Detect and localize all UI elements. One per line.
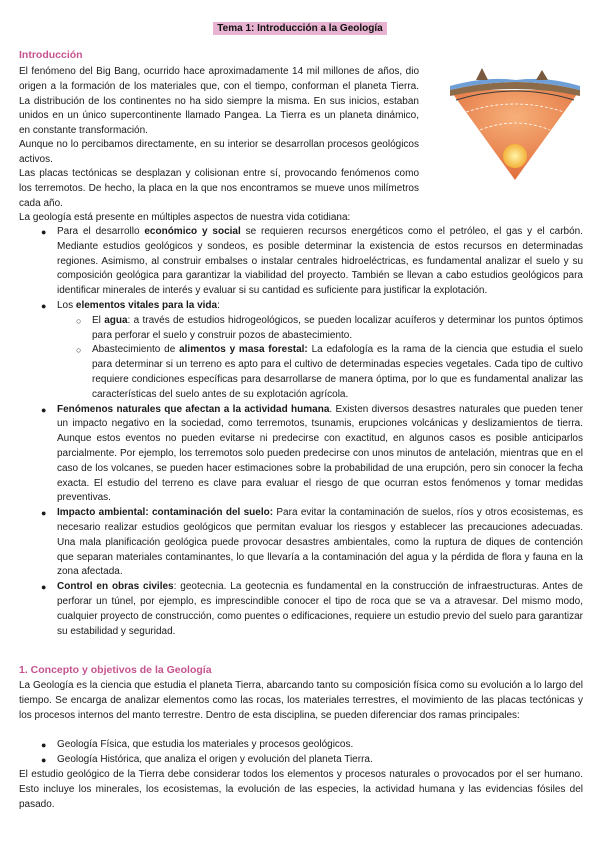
list-item bbox=[41, 403, 583, 507]
section1-list bbox=[41, 738, 583, 768]
section1-paragraph-2: El estudio geológico de la Tierra debe considerar todos los elementos y procesos naturales o provocados por el ser humano. Esto incluye los minerales, los ecosistemas, la evolución de las especies, la actividad humana y las evidencias fósiles del pasado. bbox=[19, 769, 583, 810]
list-item bbox=[41, 738, 583, 753]
list-item-text: : geotecnia. La geotecnia es fundamental en la construcción de infraestructuras. Antes de perforar un túnel, por ejemplo, es imprescindible conocer el tipo de roca que se va a atravesar. Del mismo modo, cualquier proyecto de construcción, como puentes o edificaciones, requiere un estudio previo del suelo para garantizar su estabilidad y seguridad. bbox=[57, 581, 583, 637]
bullet-dot-icon: ● bbox=[41, 582, 47, 593]
bullet-dot-icon: ● bbox=[41, 300, 47, 311]
list-item-bold: elementos vitales para la vida bbox=[75, 299, 218, 311]
list-item-bold: Control en obras civiles bbox=[57, 581, 174, 593]
intro-heading: Introducción bbox=[19, 49, 83, 61]
intro-paragraph-3: Las placas tectónicas se desplazan y colisionan entre sí, provocando fenómenos como los terremotos. De hecho, la placa en la que nos encontramos se mueve unos milímetros cada año. bbox=[19, 168, 419, 209]
list-item-text: Geología Histórica, que analiza el origen y evolución del planeta Tierra. bbox=[57, 753, 373, 765]
list-item bbox=[41, 299, 583, 314]
title-wrap bbox=[0, 18, 600, 36]
list-item-text: : bbox=[217, 299, 220, 311]
bullet-dot-icon: ● bbox=[41, 754, 47, 765]
bullet-dot-icon: ● bbox=[41, 227, 47, 237]
section1-heading: 1. Concepto y objetivos de la Geología bbox=[19, 664, 212, 676]
intro-paragraph-2: Aunque no lo percibamos directamente, en su interior se desarrollan procesos geológicos activos. bbox=[19, 139, 419, 165]
list-item-bold: agua bbox=[104, 314, 128, 326]
bullet-dot-icon: ● bbox=[41, 740, 47, 750]
sub-list-item bbox=[76, 314, 583, 344]
section1-paragraph-1: La Geología es la ciencia que estudia el planeta Tierra, abarcando tanto su composición física como su evolución a lo largo del tiempo. Se encarga de analizar elementos como las rocas, los materiales terrestres, el movimiento de las placas tectónicas y los procesos internos del manto terrestre. Dentro de esta disciplina, se pueden diferenciar dos ramas principales: bbox=[19, 680, 583, 721]
svg-text:·: · bbox=[484, 64, 486, 69]
list-item bbox=[41, 580, 583, 639]
list-item bbox=[41, 506, 583, 580]
sub-bullet-list bbox=[57, 314, 583, 403]
list-item bbox=[41, 225, 583, 299]
intro-paragraph-4: La geología está presente en múltiples aspectos de nuestra vida cotidiana: bbox=[19, 212, 351, 223]
bullet-circle-icon: ○ bbox=[76, 315, 82, 326]
page-title: Tema 1: Introducción a la Geología bbox=[213, 22, 386, 35]
list-item-text: Abastecimiento de bbox=[92, 344, 180, 356]
list-item-bold: alimentos y masa forestal: bbox=[179, 344, 308, 356]
list-item-text: Para evitar la contaminación de suelos, ríos y otros ecosistemas, es necesario realizar estudios geológicos que permitan evaluar los riesgos y establecer las precauciones adecuadas. Una mala planificación geológica puede provocar desastres ambientales, como la ruptura de diques de contención que separan materiales contaminantes, lo que llevaría a la contaminación del agua y la pérdida de flora y fauna en la zona afectada. bbox=[57, 507, 583, 578]
list-item-text: Geología Física, que estudia los materiales y procesos geológicos. bbox=[57, 739, 354, 750]
list-item-text: El bbox=[92, 314, 105, 326]
list-item-text: . Existen diversos desastres naturales que pueden tener un impacto negativo en la sociedad, como terremotos, tsunamis, erupciones volcánicas y deslizamientos de tierra. Aunque estos eventos no pueden evitarse ni predecirse con exactitud, en algunos casos es posible anticiparlos parcialmente. Por ejemplo, los terremotos solo pueden predecirse con unos minutos de antelación, mientras que en el caso de los volcanes, se pueden hacer estimaciones sobre la probabilidad de una erupción, pero sin conocer la fecha exacta. El estudio del terreno es clave para evaluar el riesgo de que ocurran estos fenómenos y tomar medidas preventivas. bbox=[57, 403, 583, 504]
list-item bbox=[41, 753, 583, 768]
list-item-text: se requieren recursos energéticos como el petróleo, el gas y el carbón. Mediante estudios geológicos y sondeos, es posible determinar la existencia de estos recursos en determinadas regiones. Asimismo, al construir embalses o instalar centrales hidroeléctricas, es fundamental analizar el suelo y su composición geológica para garantizar la viabilidad del proyecto. También se llevan a cabo estudios geológicos para identificar minerales de interés y evaluar si su cantidad es suficiente para justificar la explotación. bbox=[57, 226, 583, 297]
bullet-circle-icon: ○ bbox=[76, 345, 82, 356]
earth-cross-section-illustration-icon bbox=[446, 60, 584, 182]
bullet-list bbox=[41, 225, 583, 639]
list-item-text: La edafología es la rama de la ciencia que estudia el suelo para determinar si un terreno es apto para el cultivo de determinadas especies vegetales. Cada tipo de cultivo requiere condiciones específicas para desarrollarse de manera óptima, por lo que es fundamental analizar las características del suelo antes de su explotación agrícola. bbox=[92, 344, 583, 400]
intro-paragraph-1: El fenómeno del Big Bang, ocurrido hace aproximadamente 14 mil millones de años, dio origen a la formación de los materiales que, con el tiempo, conforman el planeta Tierra. La distribución de los continentes no ha sido siempre la misma. En sus inicios, estaban unidos en un único supercontinente llamado Pangea. La Tierra es un planeta dinámico, en constante transformación. bbox=[19, 66, 419, 137]
list-item-bold: económico y social bbox=[144, 226, 241, 237]
list-item-bold: Fenómenos naturales que afectan a la actividad humana bbox=[57, 403, 330, 415]
bullet-dot-icon: ● bbox=[41, 508, 47, 519]
list-item-text: : a través de estudios hidrogeológicos, se pueden localizar acuíferos y determinar los puntos óptimos para perforar el suelo y construir pozos de abastecimiento. bbox=[92, 314, 583, 341]
bullet-dot-icon: ● bbox=[41, 404, 47, 415]
sub-list-item bbox=[76, 343, 583, 402]
list-item-bold: Impacto ambiental: contaminación del suelo: bbox=[57, 507, 274, 519]
list-item-text: Los bbox=[57, 299, 76, 311]
list-item-text: Para el desarrollo bbox=[57, 226, 145, 237]
